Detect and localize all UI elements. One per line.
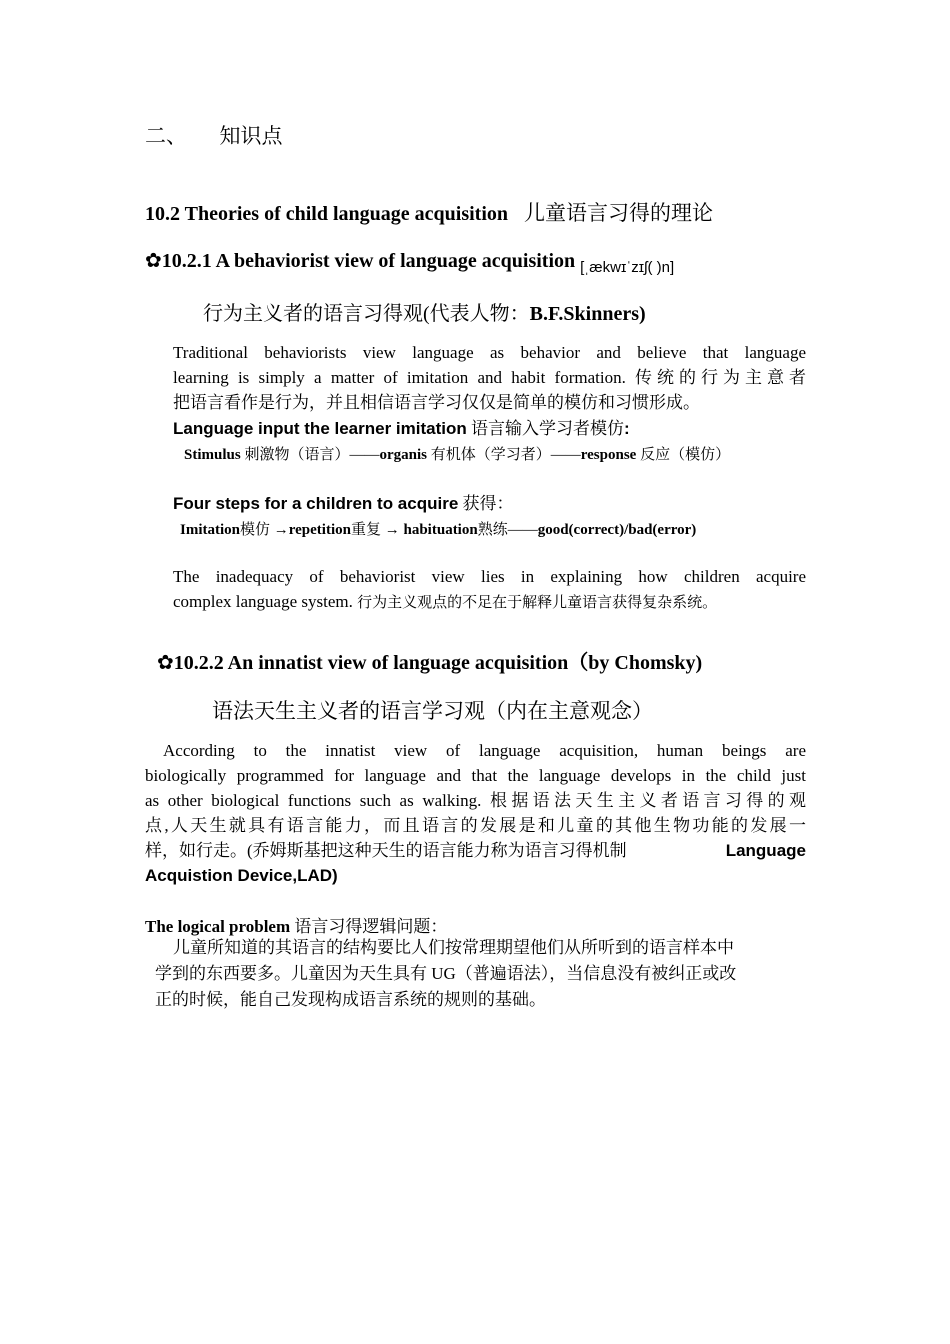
response-en: response — [580, 447, 637, 463]
behaviorist-heading — [145, 248, 675, 276]
logical-line-3: 正的时候，能自己发现构成语言系统的规则的基础。 — [155, 990, 546, 1009]
repetition-en: repetition — [288, 522, 351, 538]
behaviorist-para-line-2: learning is simply a matter of imitation and habit formation. 传统的行为主意者 — [173, 368, 806, 387]
logical-problem-paragraph — [155, 935, 806, 1013]
innatist-para-line-5-zh: 样，如行走。(乔姆斯基把这种天生的语言能力称为语言习得机制 — [145, 841, 627, 860]
imitation-zh: 模仿 → — [240, 522, 289, 538]
behaviorist-subheading — [203, 297, 646, 326]
steps-line — [180, 518, 696, 539]
innatist-heading — [157, 646, 702, 675]
imitation-en: Imitation — [180, 522, 240, 538]
behaviorist-subheading-zh: 行为主义者的语言习得观(代表人物： — [203, 303, 530, 325]
organis-en: organis — [379, 447, 427, 463]
innatist-para-line-5 — [145, 838, 806, 863]
behaviorist-paragraph — [173, 340, 806, 415]
good-bad-en: good(correct)/bad(error) — [537, 522, 697, 538]
four-steps-label-zh: 获得： — [462, 494, 514, 513]
theories-heading — [145, 197, 713, 227]
behaviorist-heading-en: 10.2.1 A behaviorist view of language acquisition — [161, 250, 576, 272]
logical-problem-en: The logical problem — [145, 917, 291, 936]
language-input-colon: : — [624, 419, 630, 438]
language-input-label-zh: 语言输入学习者模仿 — [471, 419, 624, 438]
theories-heading-zh: 儿童语言习得的理论 — [524, 201, 714, 225]
behaviorist-subheading-person: B.F.Skinners) — [529, 303, 646, 325]
innatist-paragraph — [145, 738, 806, 888]
inadequacy-line-1: The inadequacy of behaviorist view lies in explaining how children acquire — [173, 567, 806, 586]
organis-zh: 有机体（学习者）—— — [430, 447, 581, 463]
stimulus-en: Stimulus — [184, 447, 241, 463]
section-title: 知识点 — [219, 124, 283, 148]
inadequacy-last-en: complex language system. — [173, 592, 353, 611]
logical-line-2: 学到的东西要多。儿童因为天生具有 UG（普遍语法），当信息没有被纠正或改 — [155, 964, 737, 983]
habituation-zh: 熟练—— — [477, 522, 538, 538]
innatist-para-line-2: biologically programmed for language and that the language develops in the child just — [145, 766, 806, 785]
innatist-para-line-4: 点,人天生就具有语言能力，而且语言的发展是和儿童的其他生物功能的发展一 — [145, 816, 806, 835]
section-heading — [145, 120, 283, 150]
theories-heading-en: 10.2 Theories of child language acquisition — [145, 203, 509, 225]
innatist-para-line-3: as other biological functions such as walking. 根据语法天生主义者语言习得的观 — [145, 791, 806, 810]
inadequacy-paragraph — [173, 564, 806, 616]
pronunciation: [ˌækwɪˈzɪʃ( )n] — [580, 259, 675, 276]
stimulus-line — [184, 443, 730, 464]
language-input-label-en: Language input the learner imitation — [173, 419, 467, 438]
innatist-para-line-1: According to the innatist view of language acquisition, human beings are — [163, 741, 806, 760]
language-input-label — [173, 414, 630, 439]
section-number: 二、 — [145, 124, 187, 148]
four-steps-label-en: Four steps for a children to acquire — [173, 494, 459, 513]
response-zh: 反应（模仿） — [640, 447, 731, 463]
inadequacy-last-zh: 行为主义观点的不足在于解释儿童语言获得复杂系统。 — [357, 595, 718, 611]
flower-bullet-icon: ✿ — [157, 650, 174, 674]
behaviorist-para-line-3: 把语言看作是行为，并且相信语言学习仅仅是简单的模仿和习惯形成。 — [173, 393, 700, 412]
innatist-para-line-5-en: Language — [725, 841, 806, 860]
logical-line-1: 儿童所知道的其语言的结构要比人们按常理期望他们从所听到的语言样本中 — [173, 938, 734, 957]
inadequacy-line-2 — [173, 589, 806, 616]
habituation-en: habituation — [403, 522, 478, 538]
innatist-heading-en: 10.2.2 An innatist view of language acquisition — [173, 652, 569, 674]
innatist-heading-by: （by Chomsky) — [568, 652, 703, 674]
stimulus-zh: 刺激物（语言）—— — [244, 447, 380, 463]
logical-problem-heading — [145, 912, 447, 937]
flower-bullet-icon: ✿ — [145, 248, 162, 272]
repetition-zh: 重复 → — [350, 522, 400, 538]
logical-problem-zh: 语言习得逻辑问题： — [294, 917, 448, 936]
innatist-para-line-6: Acquistion Device,LAD) — [145, 866, 338, 885]
innatist-subheading: 语法天生主义者的语言学习观（内在主意观念） — [212, 699, 653, 723]
four-steps-label — [173, 489, 514, 514]
behaviorist-para-line-1: Traditional behaviorists view language as behavior and believe that language — [173, 343, 806, 362]
